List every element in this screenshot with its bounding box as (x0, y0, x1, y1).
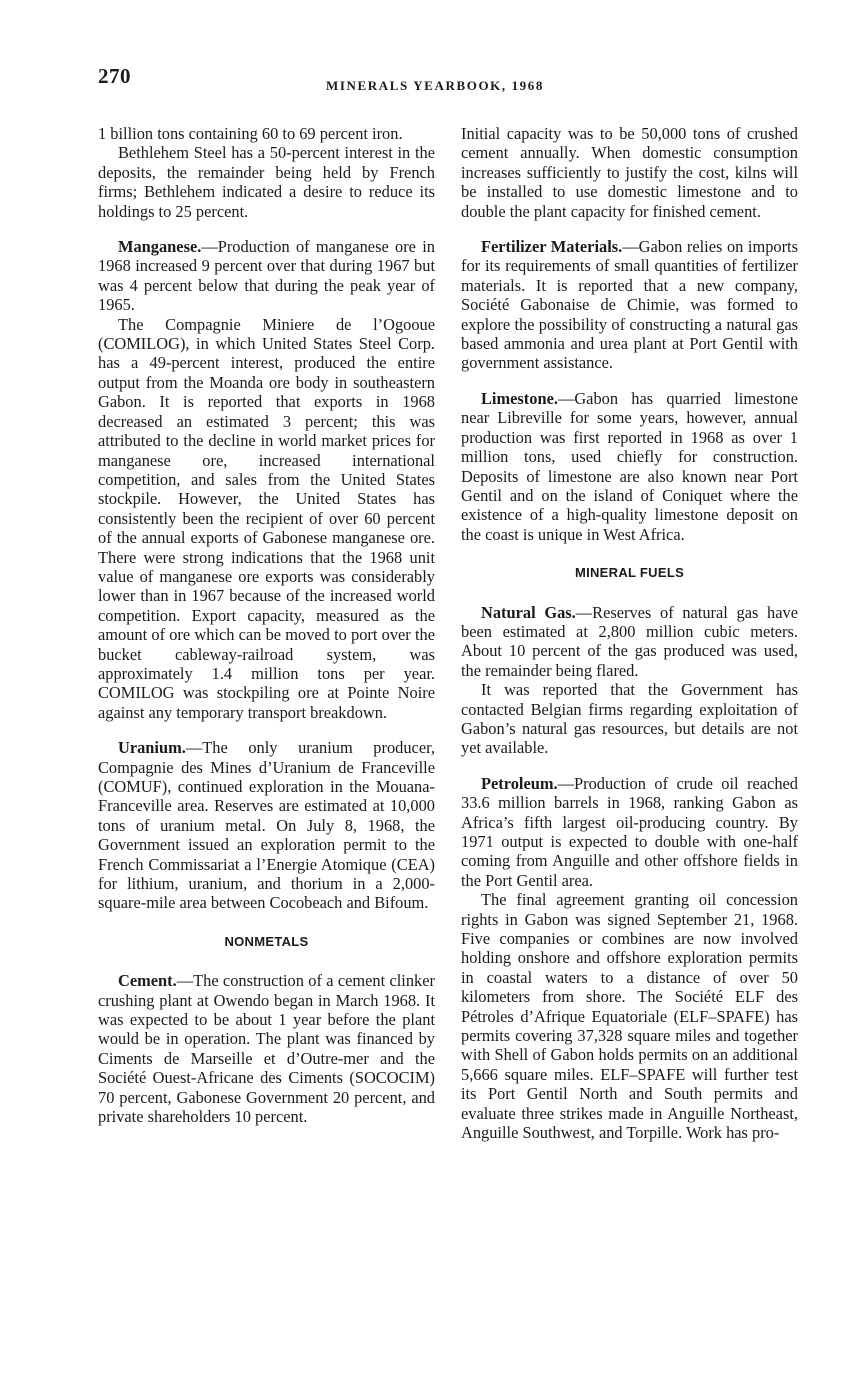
paragraph-government-gas: It was reported that the Government has contacted Belgian firms regarding exploitation of Gabon’s natural gas resources, but details are not yet available. (461, 680, 798, 758)
page-number: 270 (98, 64, 131, 88)
cement-text: —The construction of a cement clinker crushing plant at Owendo began in March 1968. It was expected to be about 1 year before the plant would be in operation. The plant was financed by Ciments de Marseille et d’Outre-mer and the Société Ouest-Africane des Ciments (SOCOCIM) 70 percent, Gabonese Government 20 percent, and private shareholders 10 percent. (98, 971, 435, 1127)
left-column (98, 124, 435, 1127)
heading-uranium: Uranium. (118, 738, 186, 758)
paragraph-fertilizer (461, 237, 798, 373)
heading-cement: Cement. (118, 971, 177, 991)
paragraph-comilog: The Compagnie Miniere de l’Ogooue (COMILOG), in which United States Steel Corp. has a 49-percent interest, produced the entire output from the Moanda ore body in southeastern Gabon. It is reported that exports in 1968 decreased an estimated 3 percent; this was attributed to the decline in world market prices for manganese ore, increased international competition, and sales from the United States stockpile. However, the United States has consistently been the recipient of over 60 percent of the annual exports of Gabonese manganese ore. There were strong indications that the 1968 unit value of manganese ore exports was considerably lower than in 1967 because of the increased world competition. Export capacity, measured as the amount of ore which can be moved to port over the bucket cableway-railroad system, was approximately 1.4 million tons per year. COMILOG was stockpiling ore at Pointe Noire against any temporary transport breakdown. (98, 314, 435, 722)
paragraph-manganese (98, 237, 435, 315)
heading-limestone: Limestone. (481, 388, 558, 408)
limestone-text: —Gabon has quarried limestone near Libreville for some years, however, annual production was first reported in 1968 as over 1 million tons, used chiefly for construction. Deposits of limestone are also known near Port Gentil and on the island of Coniquet where the existence of a high-quality limestone deposit on the coast is unique in West Africa. (461, 388, 798, 544)
uranium-text: —The only uranium producer, Compagnie des Mines d’Uranium de Franceville (COMUF), continued exploration in the Mouana-Franceville area. Reserves are estimated at 10,000 tons of uranium metal. On July 8, 1968, the Government issued an exploration permit to the French Commissariat a l’Energie Atomique (CEA) for lithium, uranium, and thorium in a 2,000-square-mile area between Cocobeach and Bifoum. (98, 738, 435, 913)
paragraph-petroleum (461, 774, 798, 890)
heading-petroleum: Petroleum. (481, 773, 558, 793)
fertilizer-text: —Gabon relies on imports for its requirements of small quantities of fertilizer materials. It is reported that a new company, Société Gabonaise de Chimie, was formed to explore the possibility of constructing a natural gas based ammonia and urea plant at Port Gentil with government assistance. (461, 237, 798, 373)
heading-fertilizer: Fertilizer Materials. (481, 237, 623, 257)
paragraph-cement-continued: Initial capacity was to be 50,000 tons of crushed cement annually. When domestic consumption increases sufficiently to justify the cost, kilns will be installed to use domestic limestone and to double the plant capacity for finished cement. (461, 124, 798, 221)
heading-manganese: Manganese. (118, 237, 202, 257)
natural-gas-text: —Reserves of natural gas have been estimated at 2,800 million cubic meters. About 10 percent of the gas produced was used, the remainder being flared. (461, 602, 798, 680)
paragraph-cement (98, 971, 435, 1126)
paragraph-natural-gas (461, 603, 798, 681)
heading-natural-gas: Natural Gas. (481, 602, 576, 622)
petroleum-text: —Production of crude oil reached 33.6 million barrels in 1968, ranking Gabon as Africa’s fifth largest oil-producing country. By 1971 output is expected to double with one-half coming from Anguille and other offshore fields in the Port Gentil area. (461, 773, 798, 890)
running-title: MINERALS YEARBOOK, 1968 (326, 78, 544, 93)
manganese-text: —Production of manganese ore in 1968 increased 9 percent over that during 1967 but was 4 percent below that during the peak year of 1965. (98, 237, 435, 315)
right-column (461, 124, 798, 1143)
paragraph-iron-continued: 1 billion tons containing 60 to 69 percent iron. (98, 124, 403, 143)
section-heading-nonmetals: NONMETALS (224, 933, 309, 949)
paragraph-uranium (98, 738, 435, 913)
paragraph-limestone (461, 389, 798, 544)
paragraph-concessions: The final agreement granting oil concession rights in Gabon was signed September 21, 1968. Five companies or combines are now involved holding onshore and offshore exploration permits in coastal waters to a distance of over 50 kilometers from shore. The Société ELF des Pétroles d’Afrique Equatoriale (ELF–SPAFE) has permits covering 37,328 square miles and together with Shell of Gabon holds permits on an additional 5,666 square miles. ELF–SPAFE will further test its Port Gentil North and South permits and evaluate three strikes made in Anguille Northeast, Anguille Southwest, and Torpille. Work has pro- (461, 890, 798, 1143)
paragraph-bethlehem: Bethlehem Steel has a 50-percent interest in the deposits, the remainder being held by French firms; Bethlehem indicated a desire to reduce its holdings to 25 percent. (98, 143, 435, 221)
section-heading-mineral-fuels: MINERAL FUELS (574, 565, 685, 581)
